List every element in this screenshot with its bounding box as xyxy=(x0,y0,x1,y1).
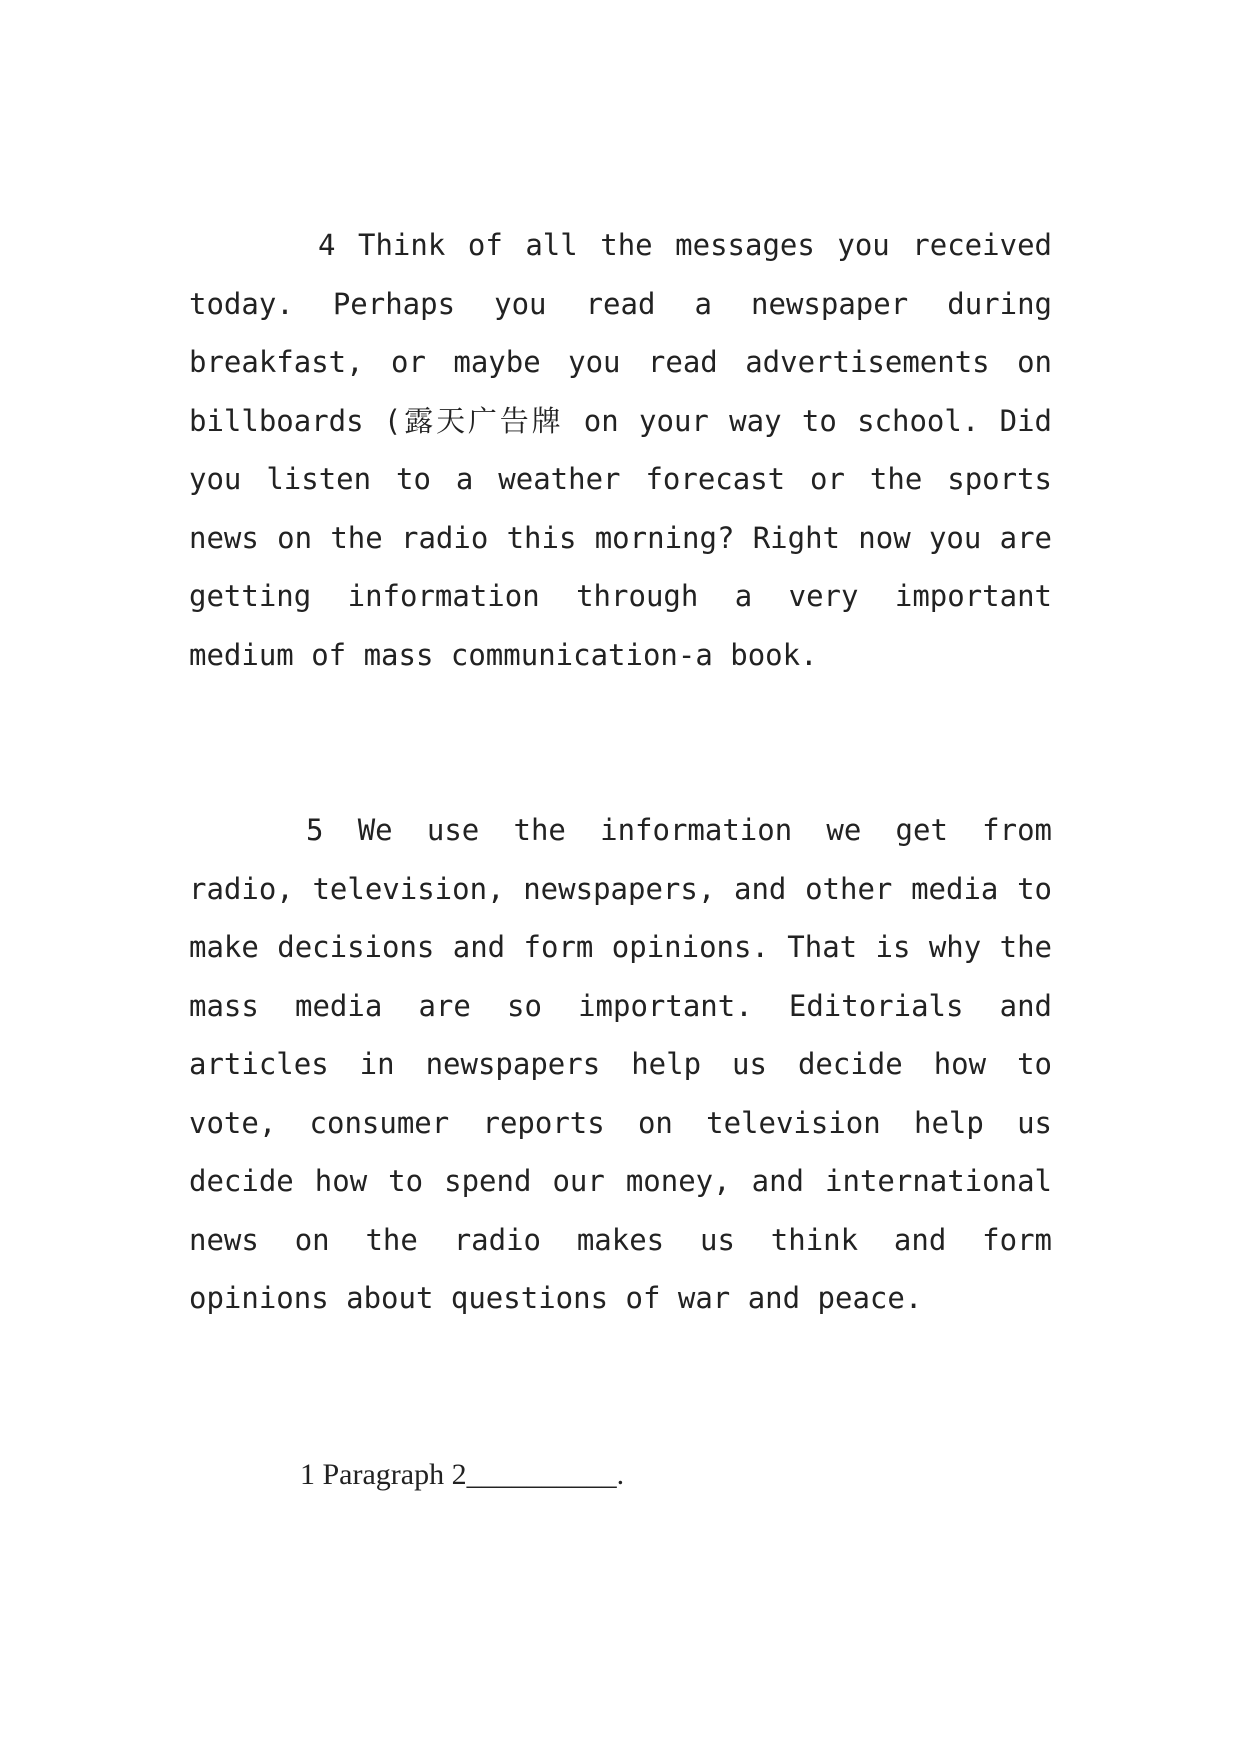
question-number: 1 xyxy=(300,1458,315,1491)
paragraph-number: 4 xyxy=(318,228,336,262)
paragraph-5 xyxy=(189,801,1052,1328)
paragraph-text: We use the information we get from radio, television, newspapers, and other media to make decisions and form opinions. That is why the mass media are so important. Editorials and articles in newspapers help us decide how to vote, consumer reports on television help us decide how to spend our money, and international news on the radio makes us think and form opinions about questions of war and peace. xyxy=(189,813,1053,1315)
paragraph-text: Think of all the messages you received today. Perhaps you read a newspaper during breakfast, or maybe you read advertisements on billboards (露天广告牌 on your way to school. Did you listen to a weather forecast or the sports news on the radio this morning? Right now you are getting information through a very important medium of mass communication-a book. xyxy=(189,228,1052,672)
paragraph-number: 5 xyxy=(306,813,324,847)
paragraph-4 xyxy=(189,216,1052,684)
question-1 xyxy=(300,1446,624,1504)
question-text: Paragraph 2__________. xyxy=(322,1458,625,1491)
